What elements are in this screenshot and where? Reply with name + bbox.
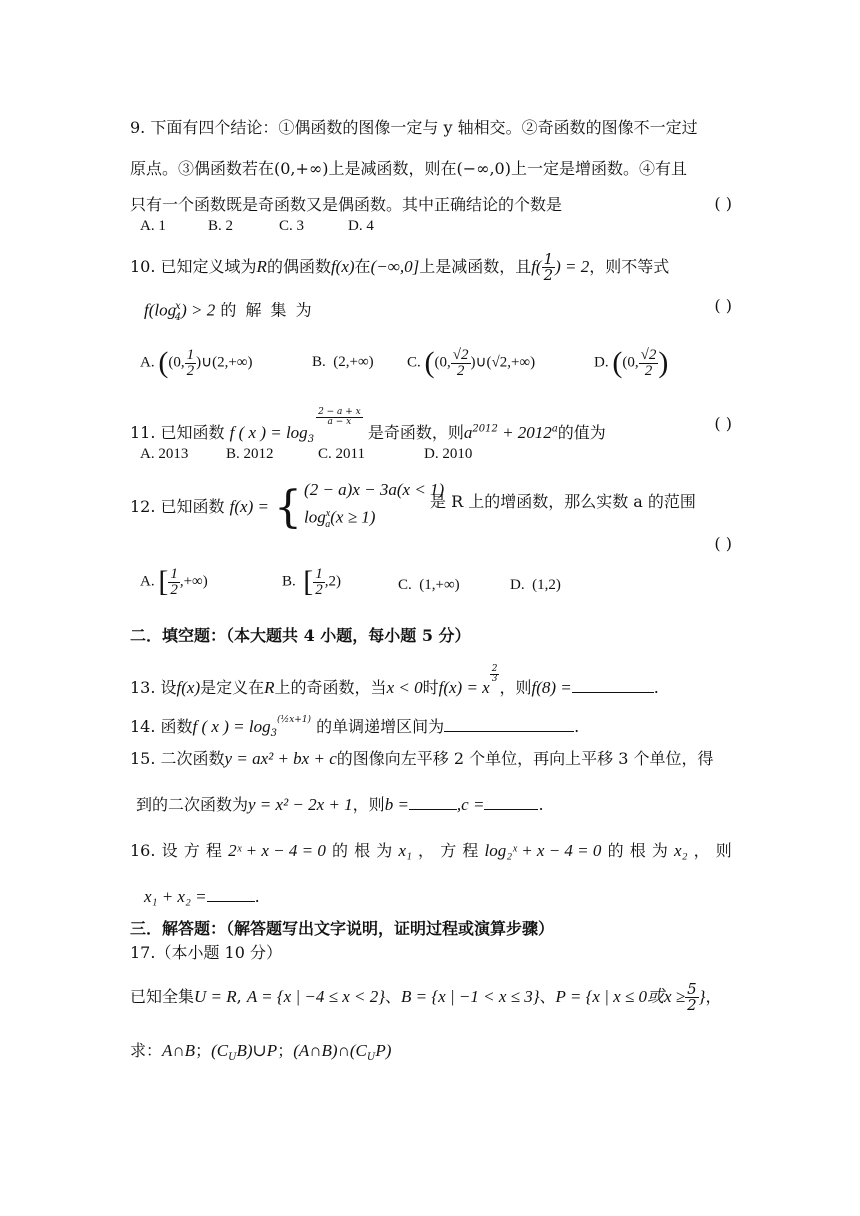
q12-answer-paren: ( ) <box>714 534 732 553</box>
q9-line2: 原点。③偶函数若在(0,+∞)上是减函数，则在(−∞,0)上一定是增函数。④有且 <box>130 159 687 178</box>
q10-line1: 10. 已知定义域为R的偶函数f(x)在(−∞,0]上是减函数，且f( $\frac{1}{2}$ ) = 2，则不等式 <box>130 250 670 284</box>
q10-option-c: C. ((0, $\frac{√2}{2}$ )∪(√2,+∞) <box>407 346 536 379</box>
q11-option-a: A. 2013 <box>140 446 189 462</box>
q9-option-c: C. 3 <box>279 218 305 234</box>
q17-header: 17.（本小题 10 分） <box>130 943 282 962</box>
q9-answer-paren: ( ) <box>714 194 732 213</box>
q17-given: 已知全集U = R, A = {x | −4 ≤ x < 2}、B = {x | −1 < x ≤ 3}、P = {x | x ≤ 0或x ≥ $\frac{5}{2}$ }， <box>130 980 722 1014</box>
q11-option-b: B. 2012 <box>226 446 274 462</box>
q11-option-c: C. 2011 <box>318 446 365 462</box>
section-fill-in-heading: 二．填空题：（本大题共 4 小题，每小题 5 分） <box>130 626 471 645</box>
q16-line1: 16. 设 方 程 2ˣ + x − 4 = 0 的 根 为 x₁ ， 方 程 log₂ˣ + x − 4 = 0 的 根 为 x₂ ， 则 <box>130 841 732 860</box>
q10-inequality: $f(\log^x_4) > 2$ 的 解 集 为 <box>144 300 314 323</box>
q15-c-blank[interactable] <box>484 795 538 810</box>
q14-answer-blank[interactable] <box>444 717 574 732</box>
q10-fraction: $\frac{1}{2}$ <box>543 250 554 284</box>
q9-line3: 只有一个函数既是奇函数又是偶函数。其中正确结论的个数是 <box>130 195 563 214</box>
q12-line: 12. 已知函数 f(x) = { (2 − a)x − 3a(x < 1) $\log^x_a(x \ge 1)$ <box>130 478 444 537</box>
q10-answer-paren: ( ) <box>714 296 732 315</box>
q10-option-a: A. ((0, $\frac{1}{2}$ )∪(2,+∞) <box>140 346 253 379</box>
q12-piecewise: { (2 − a)x − 3a(x < 1) $\log^x_a(x \ge 1)$ <box>274 480 445 533</box>
q11-answer-paren: ( ) <box>714 414 732 433</box>
q12-option-c: C. (1,+∞) <box>398 577 460 593</box>
q12-option-a: A. [ $\frac{1}{2}$ ,+∞) <box>140 565 208 598</box>
q15-b-blank[interactable] <box>409 795 457 810</box>
section-solve-heading: 三．解答题：（解答题写出文字说明，证明过程或演算步骤） <box>130 919 555 938</box>
q10-option-b: B. (2,+∞) <box>312 354 374 370</box>
q12-option-d: D. (1,2) <box>510 577 561 593</box>
q16-answer-blank[interactable] <box>207 887 255 902</box>
q9-option-d: D. 4 <box>348 218 374 234</box>
q15-line2: 到的二次函数为y = x² − 2x + 1，则b = ,c = . <box>136 795 544 814</box>
q16-line2: x₁ + x₂ = . <box>144 887 260 906</box>
q17-ask: 求：A∩B；$(C_UB)\cup P$；$(A\cap B)\cap(C_UP)$ <box>130 1041 392 1064</box>
q13-line: 13. 设f(x)是定义在R上的奇函数，当x < 0时f(x) = x $\frac{2}{3}$ ，则f(8) = . <box>130 664 659 697</box>
q14-line: 14. 函数f ( x ) = $\log_3^{(\frac{1}{2}x+1)}$ 的单调递增区间为 . <box>130 715 580 740</box>
q12-line-tail: 是 R 上的增函数，那么实数 a 的范围 <box>430 492 696 511</box>
q9-option-b: B. 2 <box>208 218 234 234</box>
q9-option-a: A. 1 <box>140 218 166 234</box>
q10-option-d: D. ((0, $\frac{√2}{2}$ ) <box>594 346 669 379</box>
q9-line1: 9. 下面有四个结论：①偶函数的图像一定与 y 轴相交。②奇函数的图像不一定过 <box>130 118 698 137</box>
q11-option-d: D. 2010 <box>424 446 473 462</box>
q11-line: 11. 已知函数 f ( x ) = $\log_3$ $\frac{2 - a + x}{a - x}$ 是奇函数，则$a^{2012} + 2012^a$的值为 <box>130 407 606 446</box>
q12-option-b: B. [ $\frac{1}{2}$ ,2) <box>282 565 342 598</box>
q15-line1: 15. 二次函数y = ax² + bx + c的图像向左平移 2 个单位，再向上平移 3 个单位，得 <box>130 749 714 768</box>
q13-answer-blank[interactable] <box>572 678 654 693</box>
